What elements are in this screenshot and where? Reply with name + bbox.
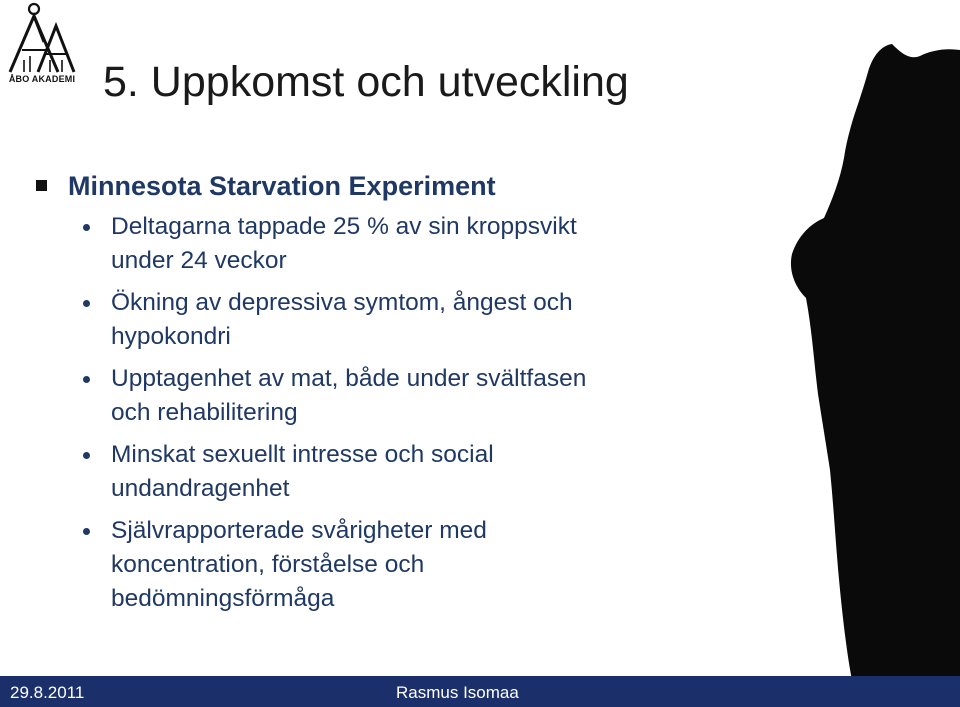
bullet-icon xyxy=(83,528,90,535)
list-item xyxy=(36,514,716,616)
list-item xyxy=(36,286,716,354)
list-item-line: Minskat sexuellt intresse och social xyxy=(111,441,494,468)
footer-author: Rasmus Isomaa xyxy=(396,683,519,702)
logo xyxy=(4,2,80,88)
list-item xyxy=(36,362,716,430)
footer-bar xyxy=(0,676,960,707)
bullet-list xyxy=(36,210,716,616)
bullet-icon xyxy=(83,452,90,459)
list-item-line: Deltagarna tappade 25 % av sin kroppsvikt xyxy=(111,213,577,240)
list-item-line: bedömningsförmåga xyxy=(111,585,335,612)
list-item-line: Självrapporterade svårigheter med xyxy=(111,517,487,544)
list-item xyxy=(36,438,716,506)
list-item-line: Upptagenhet av mat, både under svältfasen xyxy=(111,365,587,392)
slide-title: 5. Uppkomst och utveckling xyxy=(103,58,629,106)
list-item xyxy=(36,210,716,278)
abo-akademi-logo-icon xyxy=(4,2,80,76)
slide-content xyxy=(36,170,716,624)
square-bullet-icon xyxy=(36,180,47,191)
list-item-line: Ökning av depressiva symtom, ångest och xyxy=(111,289,573,316)
woman-silhouette-image xyxy=(760,40,960,680)
bullet-icon xyxy=(83,300,90,307)
list-item-line: undandragenhet xyxy=(111,475,290,502)
list-item-line: hypokondri xyxy=(111,323,231,350)
section-heading: Minnesota Starvation Experiment xyxy=(68,171,496,201)
list-item-line: under 24 veckor xyxy=(111,247,287,274)
list-item-line: och rehabilitering xyxy=(111,399,298,426)
footer-date: 29.8.2011 xyxy=(10,683,85,702)
list-item-line: koncentration, förståelse och xyxy=(111,551,425,578)
logo-caption: ÅBO AKADEMI xyxy=(8,74,76,84)
bullet-icon xyxy=(83,224,90,231)
heading-row xyxy=(36,170,716,204)
bullet-icon xyxy=(83,376,90,383)
